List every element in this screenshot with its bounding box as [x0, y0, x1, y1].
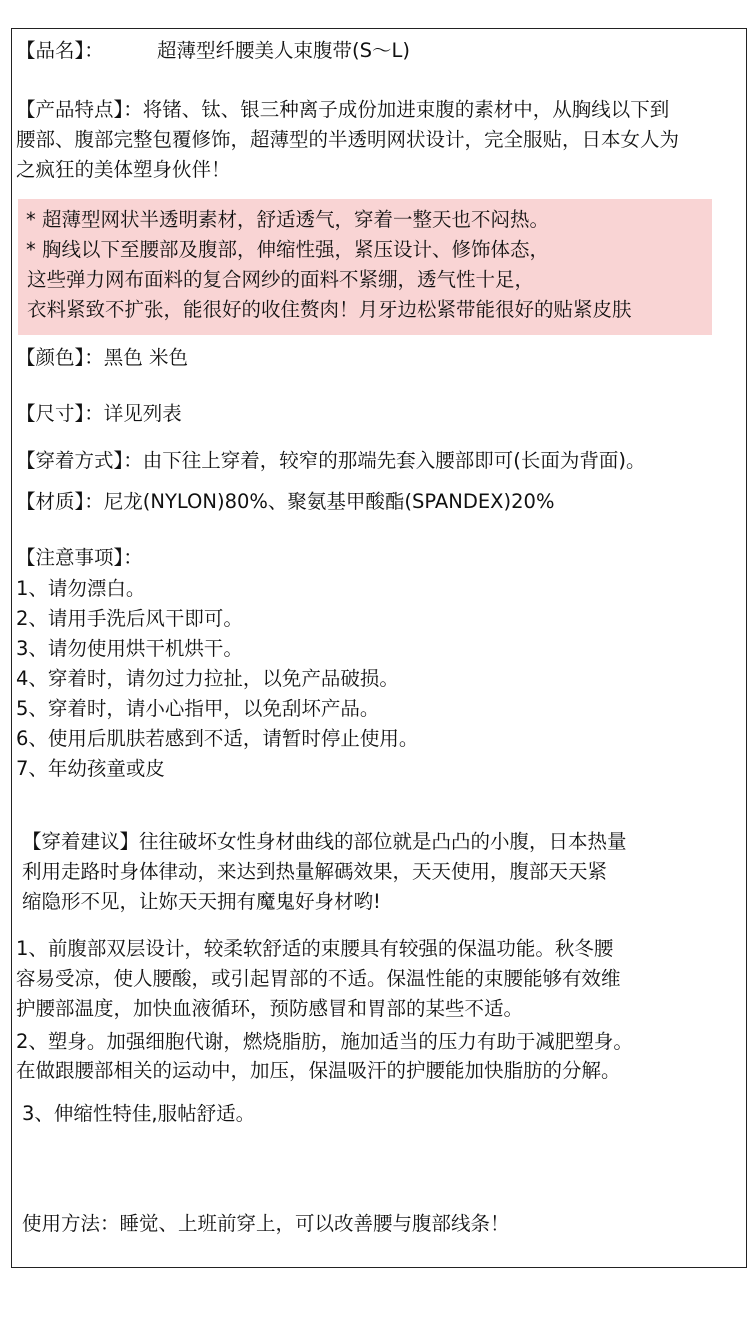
notes-item: 2、请用手洗后风干即可。: [16, 607, 243, 630]
notes-title: 【注意事项】：: [16, 546, 143, 569]
highlight-line-3: 这些弹力网布面料的复合网纱的面料不紧绷，透气性十足，: [27, 268, 535, 291]
benefit-1-line-2: 容易受凉，使人腰酸，或引起胃部的不适。保温性能的束腰能够有效维: [16, 967, 621, 990]
material-line: 【材质】：尼龙(NYLON)80%、聚氨基甲酸酯(SPANDEX)20%: [16, 490, 555, 513]
product-name-value: 超薄型纤腰美人束腹带(S～L): [157, 39, 410, 62]
suggestion-line-2: 利用走路时身体律动，来达到热量解碼效果，天天使用，腹部天天紧: [22, 860, 608, 883]
suggestion-line-1: 【穿着建议】往往破坏女性身材曲线的部位就是凸凸的小腹，日本热量: [22, 830, 627, 853]
benefit-1-line-1: 1、前腹部双层设计，较柔软舒适的束腰具有较强的保温功能。秋冬腰: [16, 937, 614, 960]
features-line-3: 之疯狂的美体塑身伙伴！: [16, 158, 231, 181]
notes-item: 6、使用后肌肤若感到不适，请暂时停止使用。: [16, 727, 419, 750]
benefit-1-line-3: 护腰部温度，加快血液循环，预防感冒和胃部的某些不适。: [16, 997, 524, 1020]
product-name-label: 【品名】：: [16, 39, 104, 62]
benefit-3-line-1: 3、伸缩性特佳,服帖舒适。: [22, 1102, 256, 1125]
notes-item: 1、请勿漂白。: [16, 577, 146, 600]
highlight-line-1: * 超薄型网状半透明素材，舒适透气，穿着一整天也不闷热。: [26, 208, 549, 231]
usage-line: 使用方法：睡觉、上班前穿上，可以改善腰与腹部线条！: [22, 1212, 510, 1235]
color-line: 【颜色】：黑色 米色: [16, 346, 188, 369]
notes-item: 3、请勿使用烘干机烘干。: [16, 637, 243, 660]
notes-item: 7、年幼孩童或皮: [16, 757, 165, 780]
notes-item: 5、穿着时，请小心指甲，以免刮坏产品。: [16, 697, 380, 720]
notes-item: 4、穿着时，请勿过力拉扯，以免产品破损。: [16, 667, 399, 690]
highlight-line-4: 衣料紧致不扩张，能很好的收住赘肉！月牙边松紧带能很好的贴紧皮肤: [27, 298, 632, 321]
highlight-line-2: * 胸线以下至腰部及腹部，伸缩性强，紧压设计、修饰体态，: [26, 238, 549, 261]
wearing-method-line: 【穿着方式】：由下往上穿着，较窄的那端先套入腰部即可(长面为背面)。: [16, 449, 646, 472]
features-line-2: 腰部、腹部完整包覆修饰，超薄型的半透明网状设计，完全服贴，日本女人为: [16, 128, 680, 151]
features-line-1: 【产品特点】：将锗、钛、银三种离子成份加进束腹的素材中，从胸线以下到: [16, 98, 670, 121]
size-line: 【尺寸】：详见列表: [16, 402, 182, 425]
suggestion-line-3: 缩隐形不见，让妳天天拥有魔鬼好身材哟!: [22, 890, 381, 913]
benefit-2-line-2: 在做跟腰部相关的运动中，加压，保温吸汗的护腰能加快脂肪的分解。: [16, 1059, 621, 1082]
benefit-2-line-1: 2、塑身。加强细胞代谢，燃烧脂肪，施加适当的压力有助于减肥塑身。: [16, 1030, 633, 1053]
